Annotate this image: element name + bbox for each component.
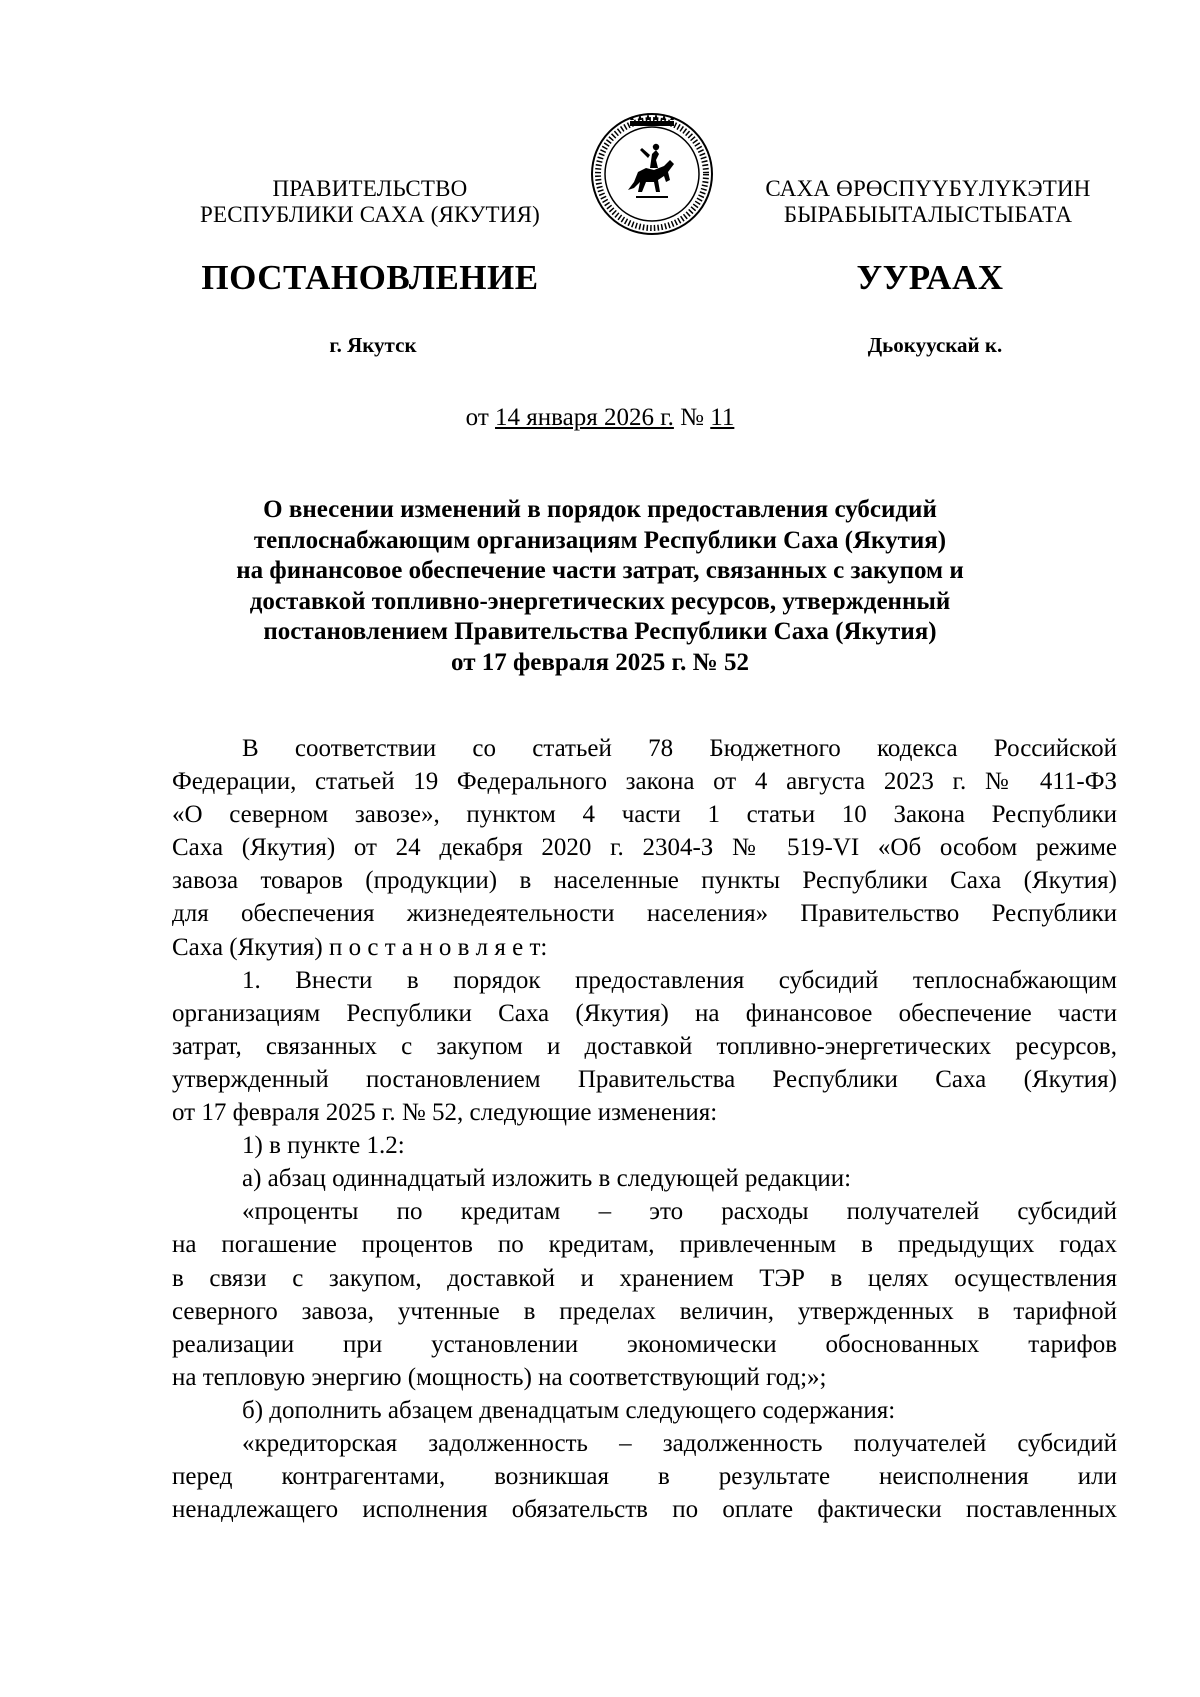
number-prefix: № — [680, 404, 705, 431]
issuer-right — [748, 176, 1108, 228]
body-line: «О северном завозе», пунктом 4 части 1 статьи 10 Закона Республики — [172, 801, 1117, 829]
body-line: реализации при установлении экономически обоснованных тарифов — [172, 1330, 1117, 1358]
body-line: 1. Внести в порядок предоставления субсидий теплоснабжающим — [242, 966, 1117, 994]
body-line: В соответствии со статьей 78 Бюджетного кодекса Российской — [242, 735, 1117, 762]
city-yakut: Дьокуускай к. — [867, 333, 1003, 357]
body-line: на тепловую энергию (мощность) на соответствующий год;»; — [172, 1363, 827, 1391]
issuer-right-line1: САХА ӨРӨСПҮҮБҮЛҮКЭТИН — [765, 176, 1091, 201]
body-line: а) абзац одиннадцатый изложить в следующей редакции: — [242, 1165, 852, 1193]
issuer-left-line2: РЕСПУБЛИКИ САХА (ЯКУТИЯ) — [199, 202, 541, 227]
date-number-line — [0, 403, 1200, 433]
title-line: доставкой топливно-энергетических ресурсов, утвержденный — [249, 587, 951, 615]
body-line: перед контрагентами, возникшая в результате неисполнения или — [172, 1463, 1117, 1491]
title-line: постановлением Правительства Республики Саха (Якутия) — [263, 618, 937, 645]
city-russian: г. Якутск — [329, 333, 417, 357]
body-line: «проценты по кредитам – это расходы получателей субсидий — [242, 1198, 1117, 1226]
date-prefix: от — [465, 404, 489, 431]
body-line: 1) в пункте 1.2: — [242, 1132, 405, 1160]
body-line: завоза товаров (продукции) в населенные пункты Республики Саха (Якутия) — [172, 867, 1117, 895]
body-line-resolves — [172, 931, 1117, 964]
body-line: Федерации, статьей 19 Федерального закона от 4 августа 2023 г. № 411-ФЗ — [172, 768, 1117, 796]
coat-of-arms-emblem — [588, 110, 716, 238]
issuer-left — [170, 176, 570, 228]
title-line: О внесении изменений в порядок предоставления субсидий — [263, 496, 937, 523]
body-line: затрат, связанных с закупом и доставкой топливно-энергетических ресурсов, — [172, 1032, 1117, 1060]
body-line: на погашение процентов по кредитам, привлеченным в предыдущих годах — [172, 1231, 1117, 1259]
title-line: теплоснабжающим организациям Республики Саха (Якутия) — [253, 526, 947, 554]
body-line: б) дополнить абзацем двенадцатым следующего содержания: — [242, 1396, 896, 1424]
document-title — [170, 495, 1030, 678]
resolves-word: п о с т а н о в л я е т: — [328, 933, 548, 961]
body-line: организациям Республики Саха (Якутия) на финансовое обеспечение части — [172, 999, 1117, 1027]
issuer-left-line1: ПРАВИТЕЛЬСТВО — [272, 176, 468, 201]
doc-type-russian: ПОСТАНОВЛЕНИЕ — [201, 258, 539, 297]
body-line: «кредиторская задолженность – задолженность получателей субсидий — [242, 1429, 1117, 1457]
doc-type-yakut: УУРААХ — [856, 258, 1004, 297]
body-line: утвержденный постановлением Правительства Республики Саха (Якутия) — [172, 1065, 1117, 1093]
document-number: 11 — [710, 404, 735, 431]
title-line: на финансовое обеспечение части затрат, связанных с закупом и — [236, 557, 964, 584]
issuer-right-line2: БЫРАБЫЫТАЛЫСТЫБАТА — [783, 202, 1073, 227]
title-line: от 17 февраля 2025 г. № 52 — [451, 648, 749, 676]
document-date: 14 января 2026 г. — [495, 404, 674, 431]
body-line: Саха (Якутия) от 24 декабря 2020 г. 2304-З № 519-VI «Об особом режиме — [172, 834, 1117, 862]
body-line: в связи с закупом, доставкой и хранением ТЭР в целях осуществления — [172, 1264, 1117, 1292]
body-line: ненадлежащего исполнения обязательств по оплате фактически поставленных — [172, 1496, 1117, 1524]
emblem-icon — [588, 110, 716, 238]
body-line: для обеспечения жизнедеятельности населения» Правительство Республики — [172, 900, 1117, 928]
body-line: северного завоза, учтенные в пределах величин, утвержденных в тарифной — [172, 1297, 1117, 1325]
body-line: от 17 февраля 2025 г. № 52, следующие изменения: — [172, 1099, 718, 1127]
body-line-text: Саха (Якутия) — [172, 933, 329, 961]
document-body — [172, 732, 1117, 1526]
